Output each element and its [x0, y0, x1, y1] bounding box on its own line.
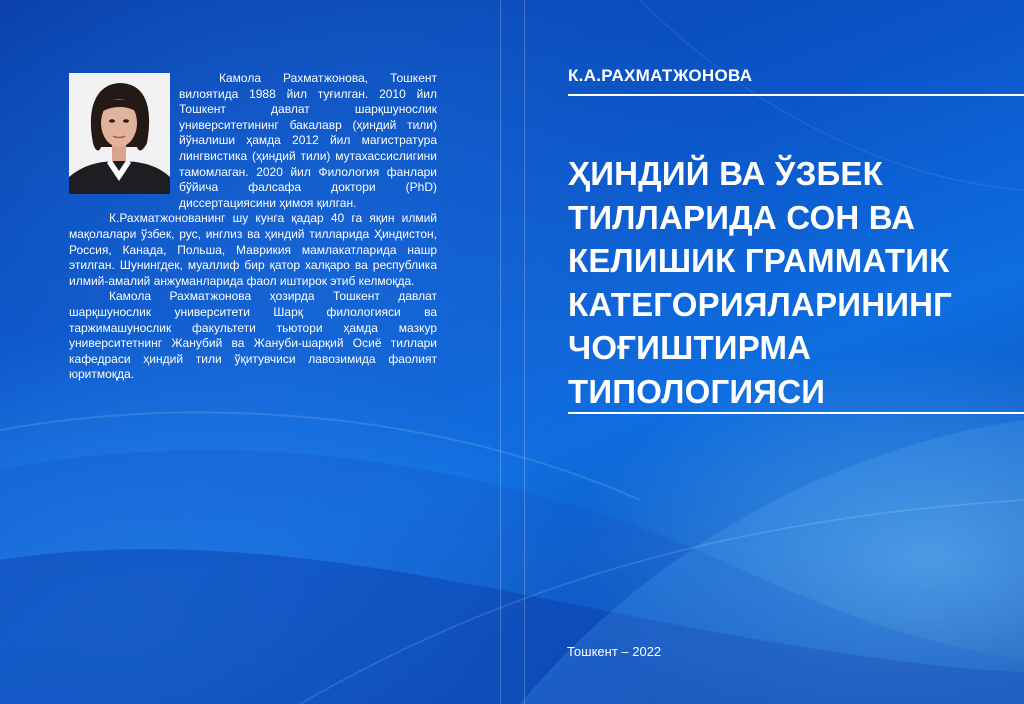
spine-right-edge — [524, 0, 525, 704]
spine-left-edge — [500, 0, 501, 704]
author-name: К.А.РАХМАТЖОНОВА — [568, 66, 753, 85]
title-line: КЕЛИШИК ГРАММАТИК — [568, 242, 950, 279]
author-biography — [69, 71, 437, 383]
author-rule — [568, 94, 1024, 96]
title-line: ТИЛЛАРИДА СОН ВА — [568, 198, 916, 236]
title-rule — [568, 412, 1024, 414]
title-line: КАТЕГОРИЯЛАРИНИНГ — [568, 285, 953, 323]
bio-paragraph: Камола Рахматжонова ҳозирда Тошкент давлат шарқшунослик университети Шарқ филологияси ва таржимашунослик факультети тьютори ҳамда мазкур университетнинг Жанубий ва Жануби-шарқий Осиё тиллари кафедраси ҳиндий тили ўқитувчиси лавозимида фаолият юритмоқда. — [69, 289, 437, 382]
title-line: ТИПОЛОГИЯСИ — [568, 372, 826, 410]
publication-place-year: Тошкент – 2022 — [567, 644, 662, 659]
title-line: ҲИНДИЙ ВА ЎЗБЕК — [568, 155, 883, 192]
title-line: ЧОҒИШТИРМА — [568, 329, 812, 366]
bio-paragraph: Камола Рахматжонова, Тошкент вилоятида 1988 йил туғилган. 2010 йил Тошкент давлат шарқшунослик университетининг бакалавр (ҳиндий тили) йўналиши ҳамда 2012 йил магистратура лингвистика (ҳиндий тили) мутахассислигини тамомлаган. 2020 йил Филология фанлари бўйича фалсафа доктори (PhD) диссертациясини ҳимоя қилган. — [179, 71, 437, 210]
book-title — [568, 152, 1008, 413]
bio-paragraph: К.Рахматжонованинг шу кунга қадар 40 га яқин илмий мақолалари ўзбек, рус, инглиз ва ҳиндий тилларида Ҳиндистон, Россия, Канада, Польша, Маврикия мамлакатларида нашр этилган. Шунингдек, муаллиф бир қатор халқаро ва республика илмий-амалий анжуманларида фаол иштирок этиб келмоқда. — [69, 211, 437, 288]
